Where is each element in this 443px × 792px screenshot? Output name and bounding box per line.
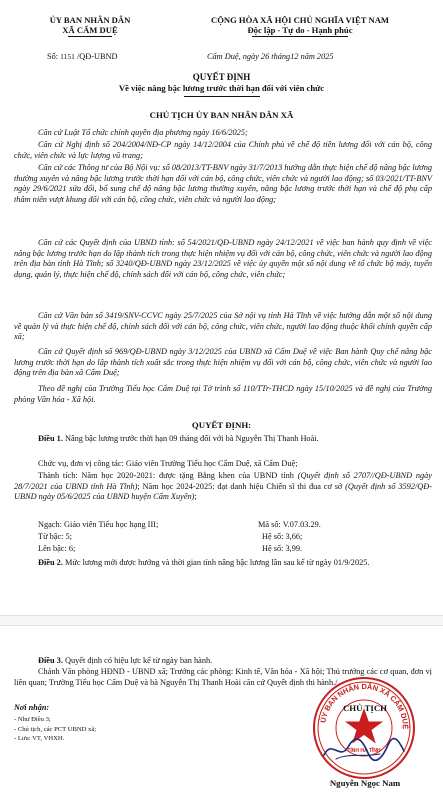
number-value: 1151 [60,52,75,61]
rank-label: Ngạch: Giáo viên Tiểu học hạng III; [38,520,159,529]
recipients-heading: Nơi nhận: [14,703,50,712]
ground-5 [14,311,432,343]
from-grade: Từ bậc: 5; [38,532,72,541]
ground-7 [14,384,432,405]
from-coefficient: Hệ số: 3,66; [262,532,303,541]
article-3-label: Điều 3. [38,656,63,665]
article-1-achievement [14,471,432,503]
seal-inner-text: TỈNH HÀ TĨNH [347,748,381,754]
nation-line-2: Độc lập - Tự do - Hạnh phúc [247,25,353,35]
recipient-item: - Lưu: VT, VHXH. [14,735,65,743]
recipient-item: - Như Điều 3; [14,716,51,723]
nation-line-1: CỘNG HÒA XÃ HỘI CHỦ NGHĨA VIỆT NAM [210,15,390,25]
recipients-list [14,715,96,744]
to-coefficient: Hệ số: 3,99. [262,544,303,553]
issue-date: Cẩm Duệ, ngày 26 tháng12 năm 2025 [207,52,334,61]
document-number [47,52,118,61]
handwritten-signature [318,735,408,765]
article-1 [14,434,432,445]
decide-heading: QUYẾT ĐỊNH: [191,420,252,430]
ground-2-text: Căn cứ Nghị định số 204/2004/NĐ-CP ngày 14/12/2004 của Chính phủ về chế độ tiền lương đối với cán bộ, công chức, viên chức và lực lượng vũ trang; [14,140,432,160]
national-motto [165,15,435,35]
article-1-text: Nâng bậc lương trước thời hạn 09 tháng đối với bà Nguyễn Thị Thanh Hoài. [64,434,319,443]
agency-underline [68,36,112,37]
number-prefix: Số: [47,52,59,61]
article-3 [14,656,432,667]
article-1-label: Điều 1. [38,434,63,443]
ground-5-text: Căn cứ Văn bản số 3419/SNV-CCVC ngày 25/7/2025 của Sở nội vụ tỉnh Hà Tĩnh về việc hướng dẫn một số nội dung về quản lý và thực hiện chế độ, chính sách đối với cán bộ, công chức, viên chức, người lao động thuộc khối chính quyền cấp xã; [14,311,432,342]
signer-name: Nguyễn Ngọc Nam [329,778,401,788]
motto-underline [252,36,348,37]
issuing-authority: CHỦ TỊCH ỦY BAN NHÂN DÂN XÃ [149,110,294,120]
ground-7-text: Theo đề nghị của Trường Tiểu học Cẩm Duệ tại Tờ trình số 110/TTr-THCD ngày 15/10/2025 và đề nghị của Trường phòng Văn hóa - Xã hội. [14,384,432,404]
implementers-text: Chánh Văn phòng HĐND - UBND xã; Trưởng các phòng: Kinh tế, Văn hóa - Xã hội; Thủ trưởng các cơ quan, đơn vị liên quan; Trường Tiểu học Cẩm Duệ và bà Nguyễn Thị Thanh Hoài căn cứ Quyết định thi hành./. [14,667,432,687]
code-label: Mã số: V.07.03.29. [258,520,321,529]
ground-3-text: Căn cứ các Thông tư của Bộ Nội vụ: số 08/2013/TT-BNV ngày 31/7/2013 hướng dẫn thực hiện chế độ nâng bậc lương thường xuyên và nâng bậc lương trước thời hạn đối với cán bộ, công chức, viên chức và người lao động; số 03/2021/TT-BNV ngày 29/6/2021 sửa đổi, bổ sung chế độ nâng bậc lương thường xuyên, nâng bậc lương trước thời hạn và chế độ phụ cấp thâm niên vượt khung đối với cán bộ, công chức, viên chức và người lao động; [14,163,432,204]
doc-subject: Về việc nâng bậc lương trước thời hạn đối với viên chức [118,83,325,93]
agency-line-1: ỦY BAN NHÂN DÂN [49,15,131,25]
article-2-label: Điều 2. [38,558,63,567]
subject-underline [184,96,260,97]
ground-6 [14,347,432,379]
achievement-end: ; [194,492,197,502]
page-break [0,615,443,626]
ground-1-text: Căn cứ Luật Tổ chức chính quyền địa phương ngày 16/6/2025; [38,128,248,137]
seal-outer-text: ỦY BAN NHÂN DÂN XÃ CẨM DUỆ [318,681,411,730]
article-2 [14,558,432,569]
doc-type: QUYẾT ĐỊNH [192,72,251,82]
article-2-text: Mức lương mới được hưởng và thời gian tính nâng bậc lương lần sau kể từ ngày 01/9/2025. [64,558,370,567]
ground-6-text: Căn cứ Quyết định số 969/QĐ-UBND ngày 3/12/2025 của UBND xã Cẩm Duệ về việc Ban hành Quy chế nâng bậc lương trước thời hạn do lập thành tích xuất sắc trong thực hiện nhiệm vụ đối với cán bộ, công chức, viên chức và người lao động trên địa bàn xã Cẩm Duệ; [14,347,432,378]
article-1-position [14,459,432,470]
achievement-b: ; Năm học 2024-2025: đạt danh hiệu Chiến sĩ thi đua cơ sở [137,481,346,491]
to-grade: Lên bậc: 6; [38,544,76,553]
article-3-text: Quyết định có hiệu lực kể từ ngày ban hành. [64,656,213,665]
signer-title: CHỦ TỊCH [342,703,388,713]
ground-1 [14,128,432,139]
ground-4-text: Căn cứ các Quyết định của UBND tỉnh: số 54/2021/QĐ-UBND ngày 24/12/2021 về việc ban hành quy định về việc nâng bậc lương trước hạn do lập thành tích trong thực hiện nhiệm vụ đối với cán bộ, công chức, viên chức và người lao động trên địa bàn tỉnh Hà Tĩnh; số 3240/QĐ-UBND ngày 23/12/2025 về việc ủy quyền một số nội dung về tổ chức bộ máy, tuyển dụng, quản lý, thực hiện chế độ, chính sách đối với cán bộ, công chức, viên chức; [14,238,432,279]
number-suffix: /QĐ-UBND [76,52,118,61]
ground-2 [14,140,432,161]
agency-name [30,15,150,35]
achievement-b-ref: (Quyết định số 3592/QĐ-UBND ngày 05/6/2025 của UBND huyện Cẩm Xuyên) [14,481,432,502]
achievement-a-ref: (Quyết định số 2707//QĐ-UBND ngày 28/7/2021 của UBND tỉnh Hà Tĩnh) [14,471,432,491]
position-text: Chức vụ, đơn vị công tác: Giáo viên Trường Tiểu học Cẩm Duệ, xã Cẩm Duệ; [38,459,298,468]
ground-3 [14,163,432,205]
ground-4 [14,238,432,280]
achievement-a: Thành tích: Năm học 2020-2021: được tặng Bằng khen của UBND tỉnh [38,471,298,480]
agency-line-2: XÃ CẨM DUỆ [62,25,118,35]
recipient-item: - Chủ tịch, các PCT UBND xã; [14,725,97,733]
